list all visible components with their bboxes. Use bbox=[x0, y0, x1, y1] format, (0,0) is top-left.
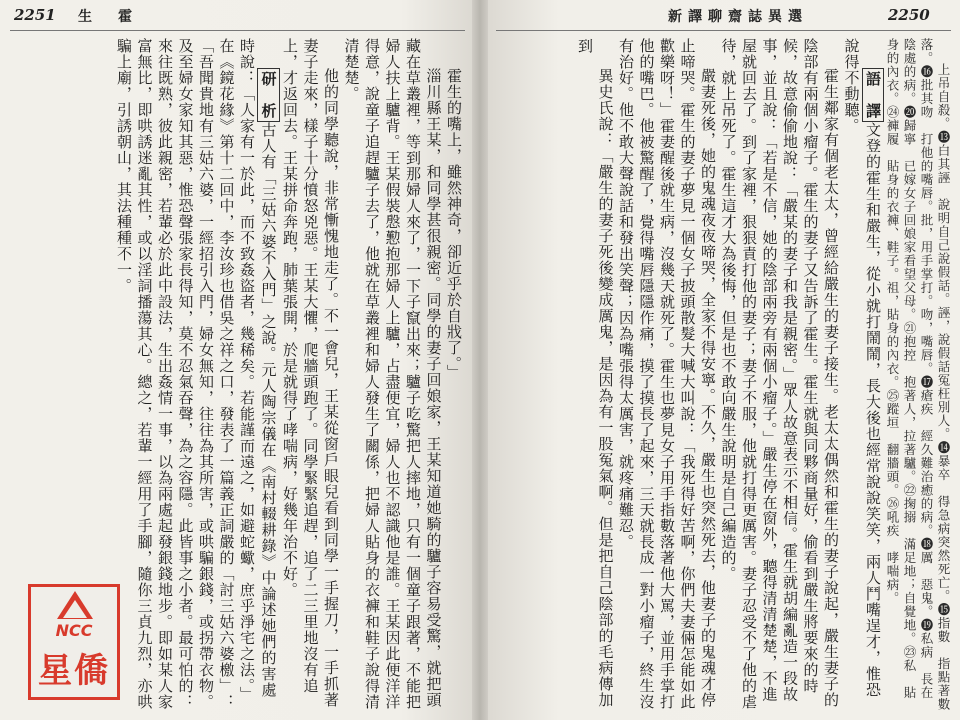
right-page bbox=[488, 0, 960, 720]
right-page-number: 2250 bbox=[888, 6, 930, 24]
left-header-rule bbox=[10, 30, 465, 31]
analysis-text: 古人有「三姑六婆不入門」之說。元人陶宗儀在《南村輟耕錄》中論述她們的害處時說：「人家有一於此，而不致姦盜者，幾稀矣。若能謹而遠之，如避蛇蠍，庶乎淨宅之法。」在《鏡花緣》第十二回中，李汝珍也借吳之祥之口，發表了一篇義正詞嚴的「討三姑六婆檄」：「吾聞貴地有三姑六婆，一經招引入門，婦女無知，往往為其所害，或哄騙銀錢，或拐帶衣物。及至婦女家知其惡，惟恐聲張家長得知，莫不忍氣吞聲，為之容隱。此皆事之小者。最可怕的：來往既熟，彼此親密，若輩必於此中設法，生出姦情一事，以為兩處起發銀錢地步。即如某人家富無比，即哄誘迷亂其性，或以淫詞播蕩其心。總之，若輩一經用了手腳，隨你三貞九烈，亦哄騙上廟，引誘朝山，其法種種不一。 bbox=[115, 38, 278, 710]
analysis-label: 研 析 bbox=[257, 68, 280, 122]
notes-block: 上吊自殺。⓭白其誣 說明自己說假話。誣，說假話冤枉別人。⓮暴卒 得急病突然死亡。⓯指數 指點著數落。⓰批其吻 打他的嘴唇。批，用手掌打。吻，嘴唇。⓱瘡疾 經久難治癒的病。⓲厲 惡鬼。⓳私病 長在陰處的病。⓴歸寧 已嫁女子回娘家看望父母。㉑抱控 抱著人，拉著驢。㉒掬搦 滿足地；自覺地。㉓私 貼身的內衣。㉔褲履 貼身的衣褲、鞋子。祖，貼身的內衣。㉕蹤垣 翻牆頭。㉖吼疾 哮喘病。 bbox=[885, 38, 951, 711]
book-gutter bbox=[472, 0, 488, 720]
left-paragraph-1: 霍生的嘴上，雖然神奇，卻近乎於自戕了。」 bbox=[445, 68, 463, 381]
right-running-title: 新譯聊齋誌異選 bbox=[668, 9, 808, 25]
ncc-stamp-logo bbox=[28, 584, 120, 700]
translation-paragraph-3: 嚴妻死後，她的鬼魂夜夜啼哭，全家不得安寧。不久，嚴生也突然死去，他妻子的鬼魂才停止啼哭。霍生的妻子夢見一個女子披頭散髮大喊大叫說：「我死得好苦啊，你們夫妻倆怎能如此歡樂呀！」霍妻醒後就生病，沒幾天就死了。霍生也夢見女子用手指數落著他大罵，並用手掌打他的嘴巴。他被驚醒了，覺得嘴唇隱隱作痛，摸了摸長了起來，三天就長成一對小瘤子，終生沒有治好。他不敢大聲說話和發出笑聲；因為嘴張得太厲害，就疼痛難忍。 bbox=[617, 38, 717, 710]
left-page-number: 2251 bbox=[14, 6, 56, 24]
stamp-latin-text: NCC bbox=[55, 621, 93, 640]
translation-section bbox=[841, 38, 884, 712]
translation-label: 語 譯 bbox=[862, 68, 885, 122]
stamp-chinese-text: 星僑 bbox=[38, 651, 110, 691]
translation-paragraph-1: 文登的霍生和嚴生，從小就打鬧鬧，長大後也經常說說笑笑，兩人鬥嘴逞才，惟恐說得不動聽。 bbox=[842, 38, 882, 698]
left-paragraph-2: 淄川縣王某，和同學甚很親密。同學的妻子回娘家，王某知道她騎的驢子容易受驚，就把頭藏在草叢裡，等到那婦人來了，一下子竄出來；驢子吃驚把人摔地，只有一個童子跟著，不能把婦人扶上驢背。王某假裝慇懃抱那婦人上驢，占盡便宜，婦人也不認識他是誰。王某因此便洋洋得意，說童子追趕驢子去了，他就在草叢裡和婦人發生了關係，把婦人貼身的衣褲和鞋子說得清清楚楚。 bbox=[342, 38, 443, 710]
translation-paragraph-4: 異史氏說：「嚴生的妻子死後變成厲鬼，是因為有一股冤氣啊。但是把自己陰部的毛病傳加到 bbox=[576, 38, 615, 708]
left-page bbox=[0, 0, 472, 720]
right-header-rule bbox=[496, 30, 951, 31]
translation-paragraph-2: 霍生鄰家有個老太太，曾經給嚴生的妻子接生。老太太偶然和霍生的妻子說起，嚴生妻子的陰部有兩個小瘤子。霍生的妻子又告訴了霍生。霍生就與同夥商量好，偷看到嚴生將要來的時候，故意偷偷地說：「嚴某的妻子和我是親密。」眾人故意表示不相信。霍生就胡編亂造一段故事，並且說：「若是不信，她的陰部兩旁有兩個小瘤子。」嚴生停在窗外，聽得清清楚楚，不進屋就回去了。到了家裡，狠狠責打他的妻子；妻子不服，他就打得更厲害。妻子忍受不了他的虐待，就上吊死了。霍生這才大為後悔，但是也不敢向嚴生說明是自己編造的。 bbox=[719, 38, 840, 710]
left-paragraph-3: 他的同學聽說，非常慚愧地走了。不一會兒，王某從窗戶眼兒看到同學一手握刀，一手抓著妻子走來，樣子十分憤怒兇惡。王某大懼，爬牆頭跑了。同學緊緊追趕，追了二三里地沒有追上，才返回去。王某拼命奔跑，肺葉張開，於是就得了哮喘病，好幾年治不好。 bbox=[281, 38, 340, 708]
analysis-section bbox=[114, 38, 280, 712]
left-running-title: 生 霍 bbox=[78, 9, 138, 25]
right-page-body bbox=[496, 38, 952, 712]
